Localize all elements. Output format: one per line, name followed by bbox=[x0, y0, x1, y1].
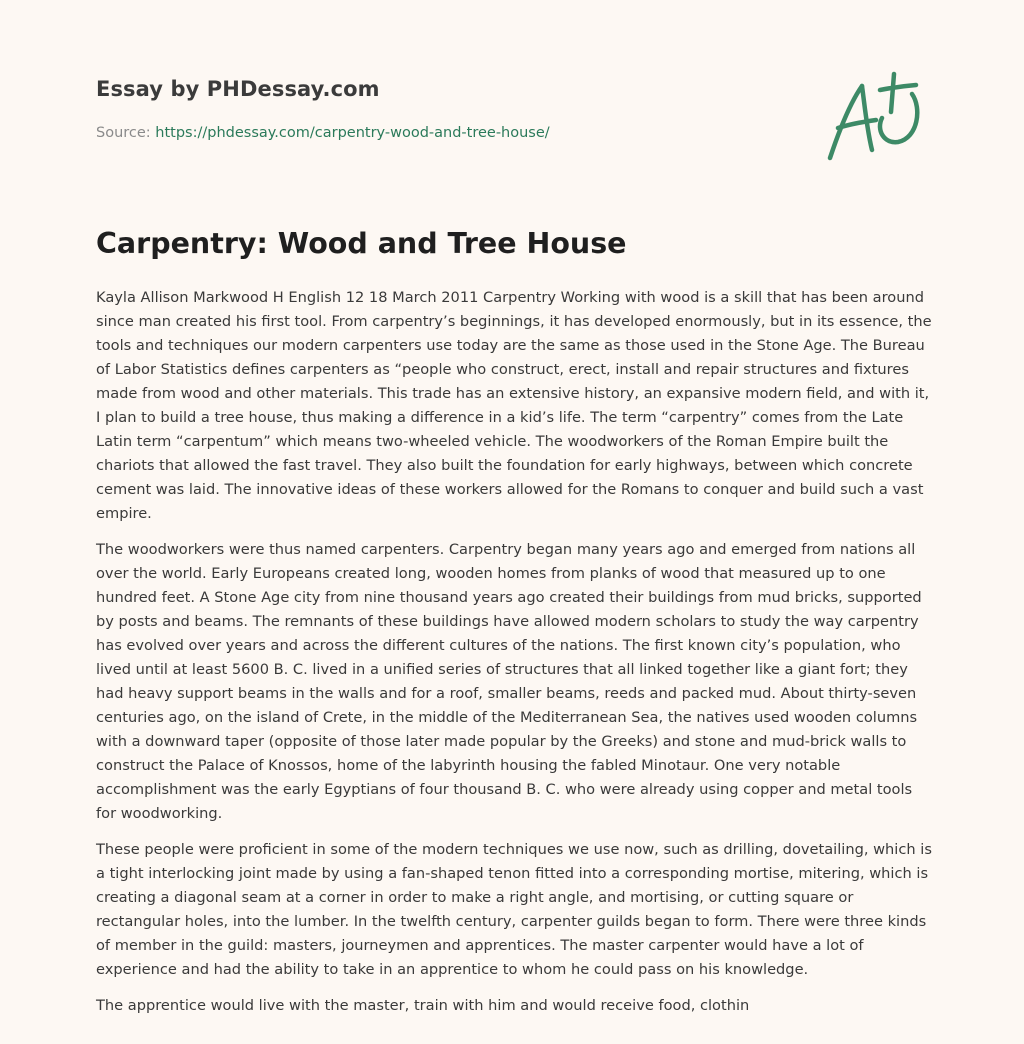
essay-title: Carpentry: Wood and Tree House bbox=[96, 227, 627, 260]
essay-paragraph: Kayla Allison Markwood H English 12 18 March 2011 Carpentry Working with wood is a skill that has been around since man created his first tool. From carpentry’s beginnings, it has developed enormously, but in its essence, the tools and techniques our modern carpenters use today are the same as those used in the Stone Age. The Bureau of Labor Statistics defines carpenters as “people who construct, erect, install and repair structures and fixtures made from wood and other materials. This trade has an extensive history, an expansive modern field, and with it, I plan to build a tree house, thus making a difference in a kid’s life. The term “carpentry” comes from the Late Latin term “carpentum” which means two-wheeled vehicle. The woodworkers of the Roman Empire built the chariots that allowed the fast travel. They also built the foundation for early highways, between which concrete cement was laid. The innovative ideas of these workers allowed for the Romans to conquer and build such a vast empire. bbox=[96, 289, 932, 522]
site-brand: Essay by PHDessay.com bbox=[96, 77, 380, 101]
essay-header bbox=[96, 74, 796, 143]
source-line bbox=[96, 123, 796, 143]
essay-body bbox=[96, 286, 932, 1030]
source-link[interactable]: https://phdessay.com/carpentry-wood-and-tree-house/ bbox=[155, 125, 550, 141]
a-plus-grade-icon bbox=[820, 68, 930, 164]
essay-paragraph: The woodworkers were thus named carpenters. Carpentry began many years ago and emerged from nations all over the world. Early Europeans created long, wooden homes from planks of wood that measured up to one hundred feet. A Stone Age city from nine thousand years ago created their buildings from mud bricks, supported by posts and beams. The remnants of these buildings have allowed modern scholars to study the way carpentry has evolved over years and across the different cultures of the nations. The first known city’s population, who lived until at least 5600 B. C. lived in a unified series of structures that all linked together like a giant fort; they had heavy support beams in the walls and for a roof, smaller beams, reeds and packed mud. About thirty-seven centuries ago, on the island of Crete, in the middle of the Mediterranean Sea, the natives used wooden columns with a downward taper (opposite of those later made popular by the Greeks) and stone and mud-brick walls to construct the Palace of Knossos, home of the labyrinth housing the fabled Minotaur. One very notable accomplishment was the early Egyptians of four thousand B. C. who were already using copper and metal tools for woodworking. bbox=[96, 541, 922, 822]
source-label: Source: bbox=[96, 125, 151, 141]
essay-paragraph: The apprentice would live with the master, train with him and would receive food, clothin bbox=[96, 997, 750, 1014]
essay-paragraph: These people were proficient in some of the modern techniques we use now, such as drilling, dovetailing, which is a tight interlocking joint made by using a fan-shaped tenon fitted into a corresponding mortise, mitering, which is creating a diagonal seam at a corner in order to make a right angle, and mortising, or cutting square or rectangular holes, into the lumber. In the twelfth century, carpenter guilds began to form. There were three kinds of member in the guild: masters, journeymen and apprentices. The master carpenter would have a lot of experience and had the ability to take in an apprentice to whom he could pass on his knowledge. bbox=[96, 841, 932, 978]
